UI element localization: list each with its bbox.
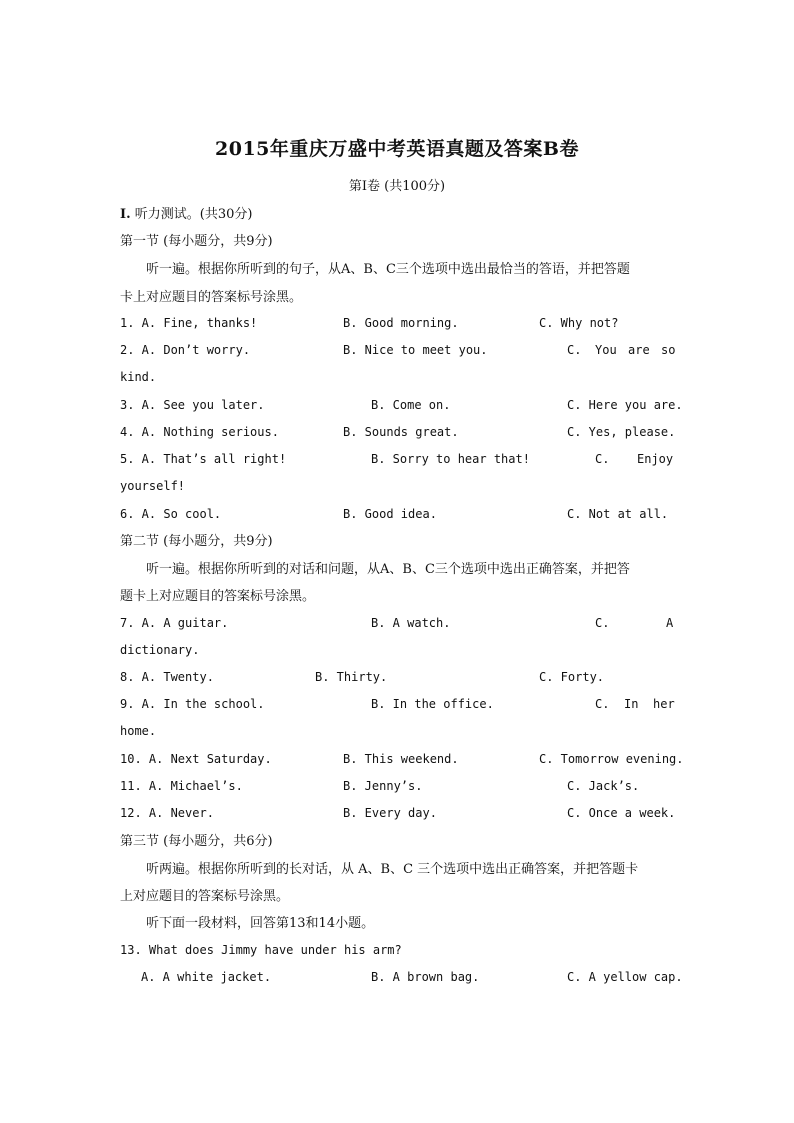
section2-instruction-line2: 题卡上对应题目的答案标号涂黑。 bbox=[120, 589, 316, 604]
q9-option-c-word1: In bbox=[624, 697, 639, 711]
q2-option-c-word3: so bbox=[661, 343, 676, 357]
q5-option-b: B. Sorry to hear that! bbox=[371, 452, 530, 466]
q11-option-b: B. Jenny’s. bbox=[343, 779, 423, 793]
q7-option-a: 7. A. A guitar. bbox=[120, 616, 229, 630]
part1-heading bbox=[120, 203, 252, 222]
section1-instruction-line1: 听一遍。根据你所听到的句子，从A、B、C三个选项中选出最恰当的答语，并把答题 bbox=[146, 262, 630, 277]
q1-option-b: B. Good morning. bbox=[343, 316, 459, 330]
section3-instruction-line1: 听两遍。根据你所听到的长对话，从 A、B、C 三个选项中选出正确答案，并把答题卡 bbox=[146, 862, 639, 877]
q4-option-b: B. Sounds great. bbox=[343, 425, 459, 439]
q1-option-c: C. Why not? bbox=[539, 316, 619, 330]
q12-option-a: 12. A. Never. bbox=[120, 806, 214, 820]
q3-option-c: C. Here you are. bbox=[567, 398, 683, 412]
section3-instruction-line3: 听下面一段材料，回答第13和14小题。 bbox=[146, 916, 375, 931]
q13-option-a: A. A white jacket. bbox=[141, 970, 272, 984]
q4-option-a: 4. A. Nothing serious. bbox=[120, 425, 279, 439]
q8-option-c: C. Forty. bbox=[539, 670, 605, 684]
q3-option-a: 3. A. See you later. bbox=[120, 398, 265, 412]
q9-option-a: 9. A. In the school. bbox=[120, 697, 265, 711]
q5-option-c-letter: C. bbox=[595, 452, 610, 466]
q6-option-b: B. Good idea. bbox=[343, 507, 437, 521]
q1-option-a: 1. A. Fine, thanks! bbox=[120, 316, 258, 330]
q2-option-c-letter: C. bbox=[567, 343, 582, 357]
q11-option-a: 11. A. Michael’s. bbox=[120, 779, 243, 793]
q7-option-b: B. A watch. bbox=[371, 616, 451, 630]
q4-option-c: C. Yes, please. bbox=[567, 425, 676, 439]
q9-option-b: B. In the office. bbox=[371, 697, 494, 711]
q13-option-c: C. A yellow cap. bbox=[567, 970, 683, 984]
q9-option-c-letter: C. bbox=[595, 697, 610, 711]
q5-option-c-word: Enjoy bbox=[637, 452, 674, 466]
q2-option-a: 2. A. Don’t worry. bbox=[120, 343, 251, 357]
q10-option-c: C. Tomorrow evening. bbox=[539, 752, 684, 766]
document-subtitle: 第Ⅰ卷 (共100分) bbox=[348, 179, 446, 194]
q10-option-b: B. This weekend. bbox=[343, 752, 459, 766]
q12-option-c: C. Once a week. bbox=[567, 806, 676, 820]
q8-option-a: 8. A. Twenty. bbox=[120, 670, 214, 684]
q3-option-b: B. Come on. bbox=[371, 398, 451, 412]
q13-option-b: B. A brown bag. bbox=[371, 970, 480, 984]
q2-option-b: B. Nice to meet you. bbox=[343, 343, 488, 357]
section3-instruction-line2: 上对应题目的答案标号涂黑。 bbox=[120, 889, 290, 904]
q10-option-a: 10. A. Next Saturday. bbox=[120, 752, 272, 766]
section2-instruction-line1: 听一遍。根据你所听到的对话和问题，从A、B、C三个选项中选出正确答案，并把答 bbox=[146, 562, 630, 577]
document-title: 2015年重庆万盛中考英语真题及答案B卷 bbox=[215, 138, 579, 160]
q2-option-c-word1: You bbox=[595, 343, 617, 357]
q7-option-c-word: A bbox=[666, 616, 674, 630]
q7-option-c-letter: C. bbox=[595, 616, 610, 630]
part1-heading-text: 听力测试。(共30分) bbox=[134, 207, 253, 222]
q13-stem: 13. What does Jimmy have under his arm? bbox=[120, 943, 402, 957]
section1-instruction-line2: 卡上对应题目的答案标号涂黑。 bbox=[120, 290, 303, 305]
q9-option-c-word2: her bbox=[653, 697, 675, 711]
part1-number: I. bbox=[120, 207, 131, 222]
section3-heading: 第三节 (每小题分，共6分) bbox=[120, 834, 273, 849]
q2-option-c-word2: are bbox=[628, 343, 650, 357]
q5-option-c-continued: yourself! bbox=[120, 479, 186, 493]
q6-option-a: 6. A. So cool. bbox=[120, 507, 222, 521]
q7-option-c-continued: dictionary. bbox=[120, 643, 200, 657]
q11-option-c: C. Jack’s. bbox=[567, 779, 640, 793]
q12-option-b: B. Every day. bbox=[343, 806, 437, 820]
q2-option-c-continued: kind. bbox=[120, 370, 157, 384]
section1-heading: 第一节 (每小题分，共9分) bbox=[120, 234, 273, 249]
q8-option-b: B. Thirty. bbox=[315, 670, 388, 684]
q9-option-c-continued: home. bbox=[120, 724, 157, 738]
section2-heading: 第二节 (每小题分，共9分) bbox=[120, 534, 273, 549]
q5-option-a: 5. A. That’s all right! bbox=[120, 452, 287, 466]
q6-option-c: C. Not at all. bbox=[567, 507, 669, 521]
